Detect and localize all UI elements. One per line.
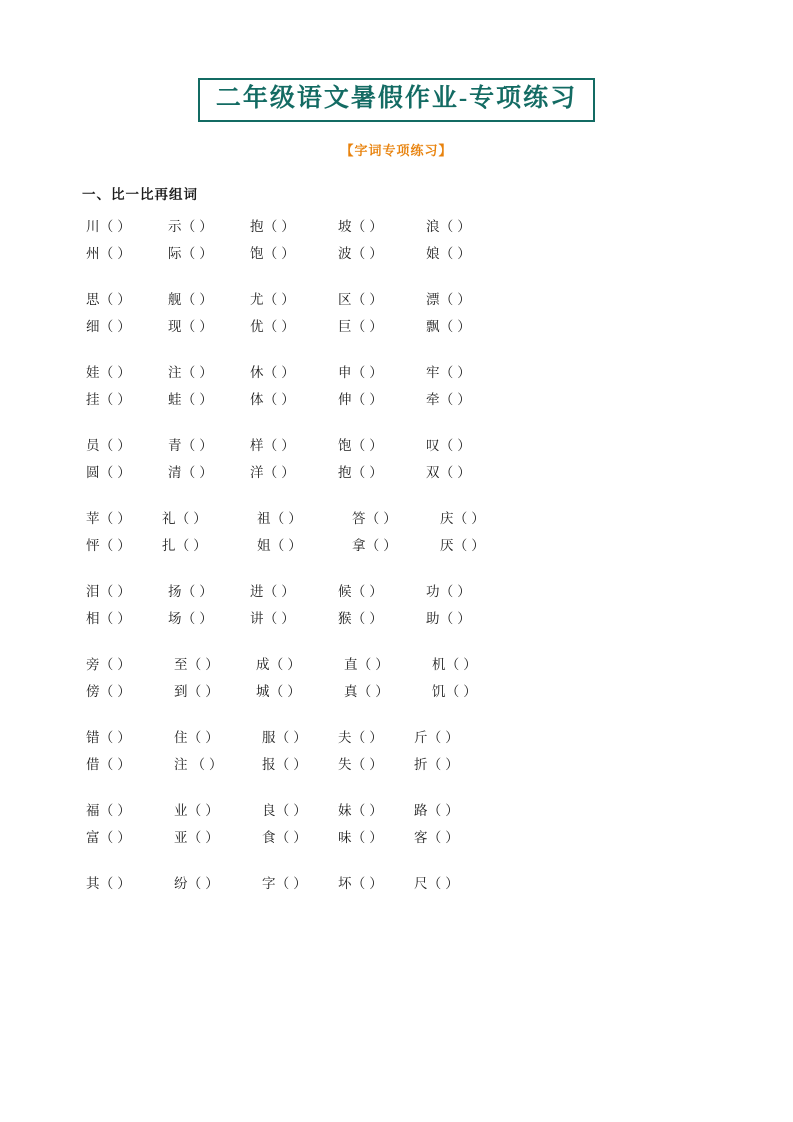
word-blank-cell[interactable]: 傍（ ） (86, 683, 132, 699)
word-blank-cell[interactable]: 报（ ） (262, 756, 308, 772)
exercise-group (86, 653, 721, 707)
word-blank-cell[interactable]: 纷（ ） (174, 875, 220, 891)
exercise-group (86, 507, 721, 561)
word-blank-cell[interactable]: 牢（ ） (426, 364, 472, 380)
word-blank-cell[interactable]: 业（ ） (174, 802, 220, 818)
word-blank-cell[interactable]: 优（ ） (250, 318, 296, 334)
word-blank-cell[interactable]: 饱（ ） (250, 245, 296, 261)
exercise-group (86, 288, 721, 342)
word-blank-cell[interactable]: 猴（ ） (338, 610, 384, 626)
word-blank-cell[interactable]: 圆（ ） (86, 464, 132, 480)
word-blank-cell[interactable]: 尺（ ） (414, 875, 460, 891)
word-blank-cell[interactable]: 错（ ） (86, 729, 132, 745)
word-blank-cell[interactable]: 失（ ） (338, 756, 384, 772)
word-blank-cell[interactable]: 川（ ） (86, 218, 132, 234)
word-blank-cell[interactable]: 折（ ） (414, 756, 460, 772)
page-title: 二年级语文暑假作业-专项练习 (215, 85, 578, 112)
word-blank-cell[interactable]: 进（ ） (250, 583, 296, 599)
word-blank-cell[interactable]: 良（ ） (262, 802, 308, 818)
word-blank-cell[interactable]: 礼（ ） (162, 510, 208, 526)
word-blank-cell[interactable]: 服（ ） (262, 729, 308, 745)
word-blank-cell[interactable]: 借（ ） (86, 756, 132, 772)
word-blank-cell[interactable]: 双（ ） (426, 464, 472, 480)
page-subtitle: 【字词专项练习】 (340, 142, 453, 158)
word-blank-cell[interactable]: 区（ ） (338, 291, 384, 307)
word-blank-cell[interactable]: 字（ ） (262, 875, 308, 891)
word-blank-cell[interactable]: 路（ ） (414, 802, 460, 818)
section-heading: 一、比一比再组词 (82, 186, 198, 202)
word-blank-cell[interactable]: 清（ ） (168, 464, 214, 480)
exercise-row (86, 534, 721, 561)
word-blank-cell[interactable]: 庆（ ） (440, 510, 486, 526)
word-blank-cell[interactable]: 妹（ ） (338, 802, 384, 818)
word-blank-cell[interactable]: 姐（ ） (257, 537, 303, 553)
word-blank-cell[interactable]: 旁（ ） (86, 656, 132, 672)
exercise-row (86, 826, 721, 853)
exercise-row (86, 799, 721, 826)
word-blank-cell[interactable]: 福（ ） (86, 802, 132, 818)
word-blank-cell[interactable]: 样（ ） (250, 437, 296, 453)
word-blank-cell[interactable]: 味（ ） (338, 829, 384, 845)
word-blank-cell[interactable]: 怦（ ） (86, 537, 132, 553)
exercise-groups (86, 215, 721, 899)
word-blank-cell[interactable]: 波（ ） (338, 245, 384, 261)
exercise-row (86, 388, 721, 415)
word-blank-cell[interactable]: 至（ ） (174, 656, 220, 672)
exercise-group (86, 434, 721, 488)
exercise-group (86, 361, 721, 415)
word-blank-cell[interactable]: 功（ ） (426, 583, 472, 599)
word-blank-cell[interactable]: 助（ ） (426, 610, 472, 626)
word-blank-cell[interactable]: 饥（ ） (432, 683, 478, 699)
exercise-row (86, 242, 721, 269)
word-blank-cell[interactable]: 其（ ） (86, 875, 132, 891)
word-blank-cell[interactable]: 城（ ） (256, 683, 302, 699)
exercise-row (86, 461, 721, 488)
word-blank-cell[interactable]: 思（ ） (86, 291, 132, 307)
word-blank-cell[interactable]: 际（ ） (168, 245, 214, 261)
word-blank-cell[interactable]: 候（ ） (338, 583, 384, 599)
word-blank-cell[interactable]: 挂（ ） (86, 391, 132, 407)
word-blank-cell[interactable]: 漂（ ） (426, 291, 472, 307)
word-blank-cell[interactable]: 直（ ） (344, 656, 390, 672)
word-blank-cell[interactable]: 员（ ） (86, 437, 132, 453)
word-blank-cell[interactable]: 祖（ ） (257, 510, 303, 526)
word-blank-cell[interactable]: 尤（ ） (250, 291, 296, 307)
word-blank-cell[interactable]: 答（ ） (352, 510, 398, 526)
word-blank-cell[interactable]: 扎（ ） (162, 537, 208, 553)
word-blank-cell[interactable]: 浪（ ） (426, 218, 472, 234)
word-blank-cell[interactable]: 注（ ） (168, 364, 214, 380)
exercise-row (86, 361, 721, 388)
word-blank-cell[interactable]: 成（ ） (256, 656, 302, 672)
exercise-row (86, 507, 721, 534)
word-blank-cell[interactable]: 青（ ） (168, 437, 214, 453)
word-blank-cell[interactable]: 真（ ） (344, 683, 390, 699)
word-blank-cell[interactable]: 娃（ ） (86, 364, 132, 380)
exercise-row (86, 872, 721, 899)
word-blank-cell[interactable]: 巨（ ） (338, 318, 384, 334)
word-blank-cell[interactable]: 牵（ ） (426, 391, 472, 407)
word-blank-cell[interactable]: 体（ ） (250, 391, 296, 407)
word-blank-cell[interactable]: 抱（ ） (250, 218, 296, 234)
word-blank-cell[interactable]: 扬（ ） (168, 583, 214, 599)
word-blank-cell[interactable]: 抱（ ） (338, 464, 384, 480)
word-blank-cell[interactable]: 州（ ） (86, 245, 132, 261)
exercise-group (86, 799, 721, 853)
word-blank-cell[interactable]: 叹（ ） (426, 437, 472, 453)
title-banner (72, 78, 721, 122)
word-blank-cell[interactable]: 细（ ） (86, 318, 132, 334)
exercise-row (86, 726, 721, 753)
word-blank-cell[interactable]: 蛙（ ） (168, 391, 214, 407)
exercise-row (86, 288, 721, 315)
word-blank-cell[interactable]: 坏（ ） (338, 875, 384, 891)
word-blank-cell[interactable]: 到（ ） (174, 683, 220, 699)
word-blank-cell[interactable]: 食（ ） (262, 829, 308, 845)
exercise-row (86, 653, 721, 680)
word-blank-cell[interactable]: 坡（ ） (338, 218, 384, 234)
word-blank-cell[interactable]: 休（ ） (250, 364, 296, 380)
exercise-group (86, 726, 721, 780)
exercise-row (86, 434, 721, 461)
word-blank-cell[interactable]: 厌（ ） (440, 537, 486, 553)
word-blank-cell[interactable]: 泪（ ） (86, 583, 132, 599)
word-blank-cell[interactable]: 斤（ ） (414, 729, 460, 745)
word-blank-cell[interactable]: 饱（ ） (338, 437, 384, 453)
exercise-group (86, 215, 721, 269)
exercise-group (86, 872, 721, 899)
word-blank-cell[interactable]: 娘（ ） (426, 245, 472, 261)
word-blank-cell[interactable]: 伸（ ） (338, 391, 384, 407)
exercise-row (86, 753, 721, 780)
word-blank-cell[interactable]: 讲（ ） (250, 610, 296, 626)
word-blank-cell[interactable]: 示（ ） (168, 218, 214, 234)
word-blank-cell[interactable]: 舰（ ） (168, 291, 214, 307)
word-blank-cell[interactable]: 亚（ ） (174, 829, 220, 845)
word-blank-cell[interactable]: 相（ ） (86, 610, 132, 626)
word-blank-cell[interactable]: 飘（ ） (426, 318, 472, 334)
word-blank-cell[interactable]: 申（ ） (338, 364, 384, 380)
exercise-row (86, 315, 721, 342)
word-blank-cell[interactable]: 客（ ） (414, 829, 460, 845)
exercise-row (86, 680, 721, 707)
word-blank-cell[interactable]: 富（ ） (86, 829, 132, 845)
word-blank-cell[interactable]: 夫（ ） (338, 729, 384, 745)
exercise-row (86, 607, 721, 634)
word-blank-cell[interactable]: 洋（ ） (250, 464, 296, 480)
word-blank-cell[interactable]: 现（ ） (168, 318, 214, 334)
exercise-row (86, 215, 721, 242)
exercise-row (86, 580, 721, 607)
word-blank-cell[interactable]: 住（ ） (174, 729, 220, 745)
word-blank-cell[interactable]: 机（ ） (432, 656, 478, 672)
title-box (198, 78, 595, 122)
word-blank-cell[interactable]: 苹（ ） (86, 510, 132, 526)
word-blank-cell[interactable]: 注 （ ） (174, 756, 223, 772)
exercise-group (86, 580, 721, 634)
word-blank-cell[interactable]: 拿（ ） (352, 537, 398, 553)
word-blank-cell[interactable]: 场（ ） (168, 610, 214, 626)
